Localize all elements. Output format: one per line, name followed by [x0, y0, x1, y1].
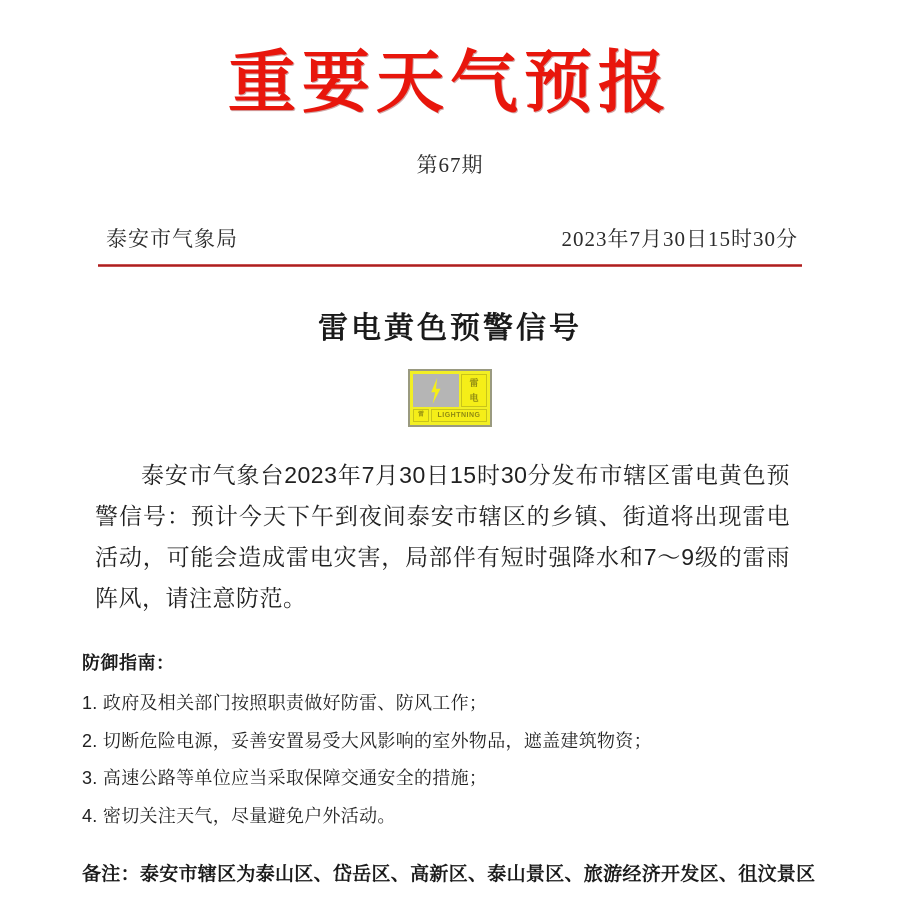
footnote-remark: 备注：泰安市辖区为泰山区、岱岳区、高新区、泰山景区、旅游经济开发区、徂汶景区: [82, 864, 816, 886]
issuer-name: 泰安市气象局: [106, 227, 238, 252]
list-item: 3. 高速公路等单位应当采取保障交通安全的措施；: [82, 768, 488, 789]
badge-char-lei: 雷: [469, 378, 479, 389]
badge-bolt-panel: [413, 374, 459, 407]
badge-bottom-row: [413, 409, 487, 422]
publish-timestamp: 2023年7月30日15时30分: [561, 227, 798, 252]
list-item: 2. 切断危险电源，妥善安置易受大风影响的室外物品，遮盖建筑物资；: [82, 730, 652, 751]
badge-top-row: [413, 374, 487, 407]
list-item: 1. 政府及相关部门按照职责做好防雷、防风工作；: [82, 693, 488, 714]
badge-char-dian: 电: [469, 392, 479, 403]
defense-guidelines-block: [82, 649, 802, 835]
masthead: [0, 0, 900, 179]
lightning-warning-icon: [408, 369, 492, 427]
badge-english-label: LIGHTNING: [431, 409, 487, 422]
warning-badge-container: [0, 347, 900, 427]
page-title: 重要天气预报: [227, 45, 672, 121]
badge-chinese-panel: [461, 374, 487, 407]
guidelines-heading: 防御指南：: [82, 653, 175, 674]
list-item: 4. 密切关注天气，尽量避免户外活动。: [82, 805, 396, 826]
document-meta-row: [98, 223, 802, 253]
lightning-bolt-icon: [429, 378, 443, 404]
issue-number: 第67期: [416, 153, 484, 178]
guidelines-list: [82, 685, 802, 835]
badge-code-label: 雷: [413, 409, 429, 422]
warning-signal-title: 雷电黄色预警信号: [318, 312, 582, 346]
forecast-body-paragraph: 泰安市气象台2023年7月30日15时30分发布市辖区雷电黄色预警信号：预计今天下午到夜间泰安市辖区的乡镇、街道将出现雷电活动，可能会造成雷电灾害，局部伴有短时强降水和7～9级的雷雨阵风，请注意防范。: [95, 462, 790, 612]
